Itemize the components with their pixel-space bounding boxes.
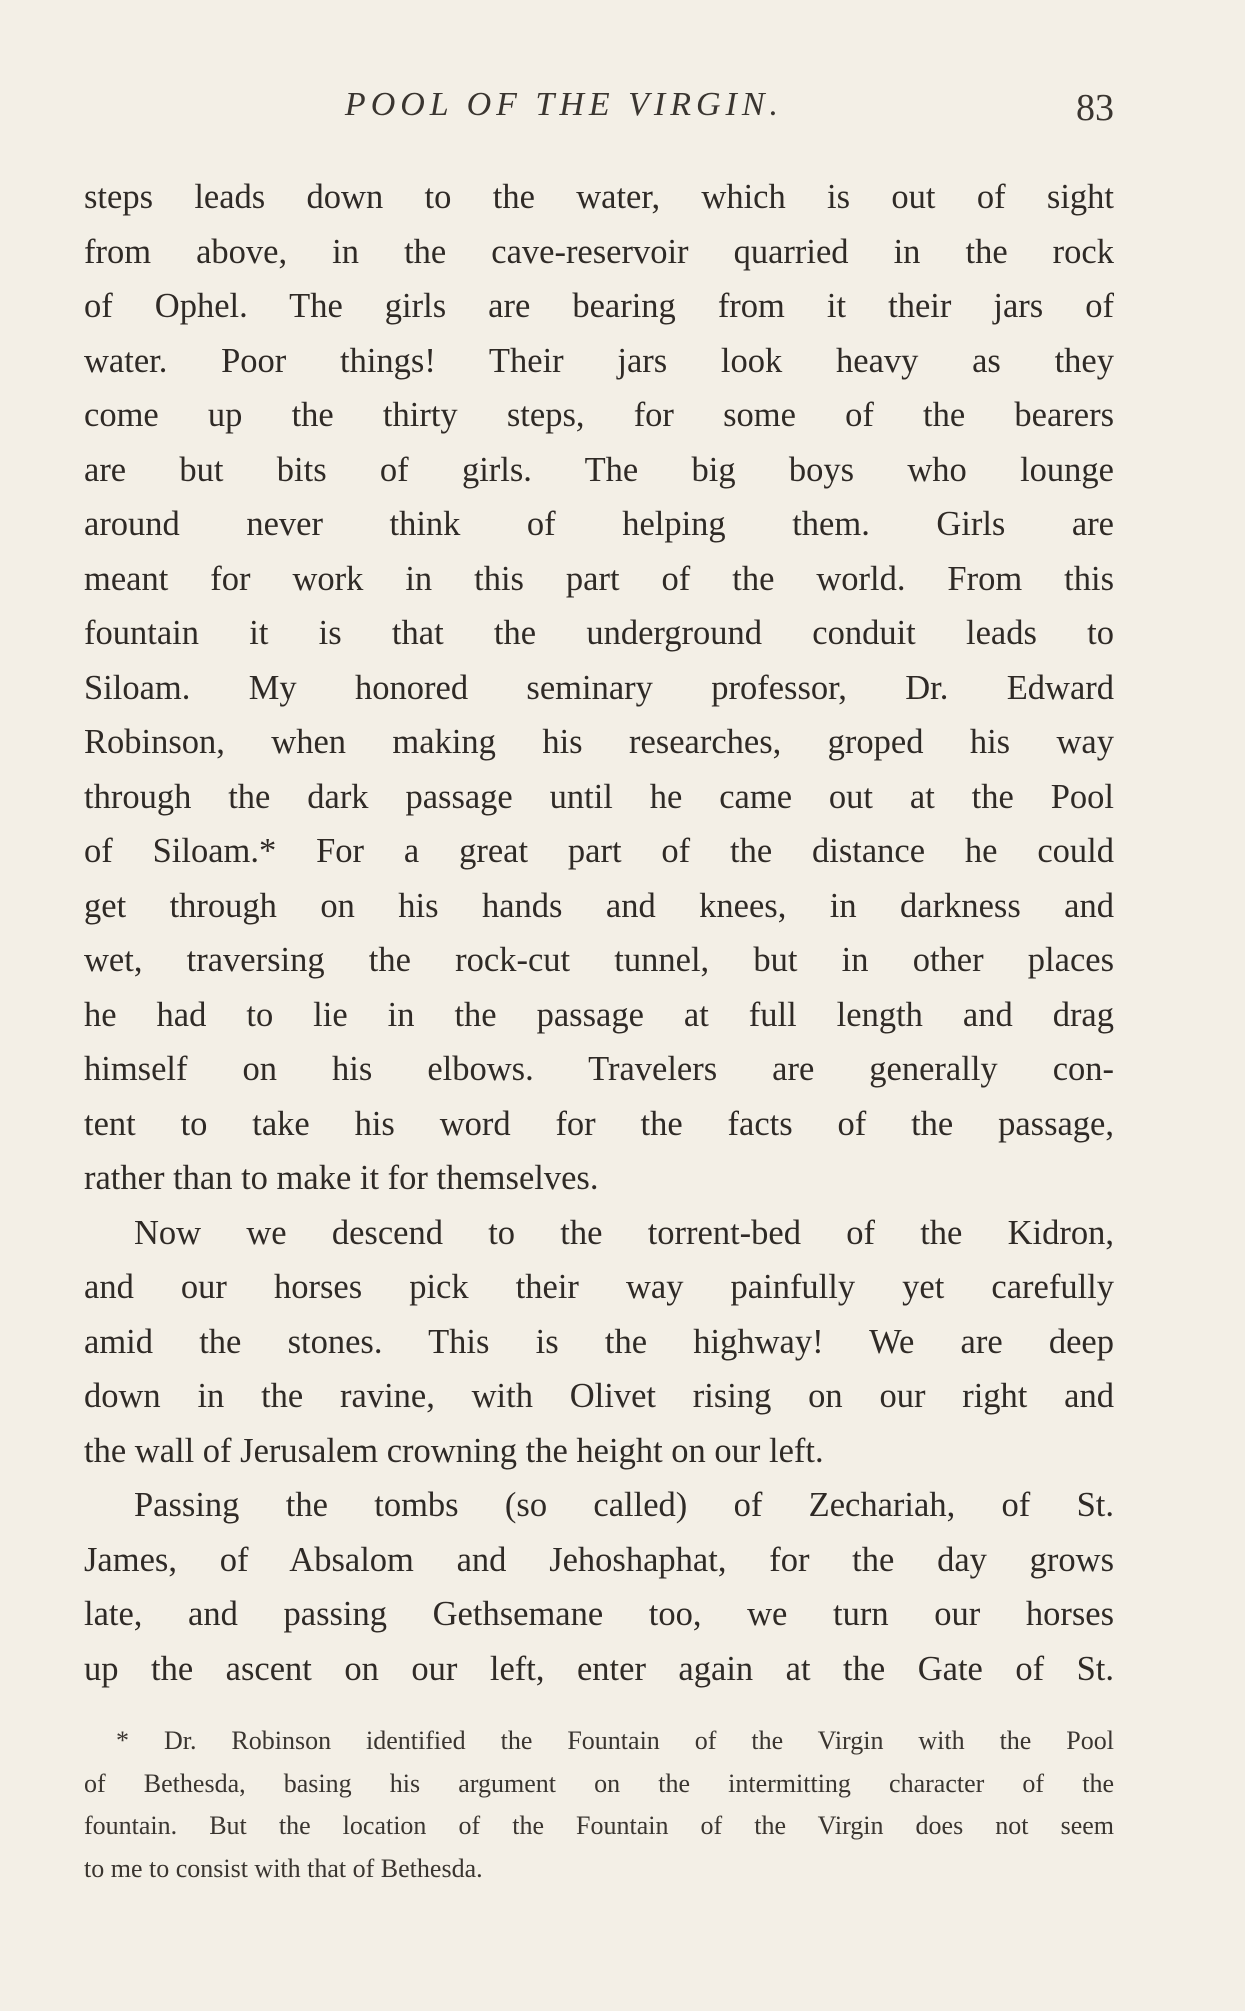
page-number: 83 <box>1076 87 1114 129</box>
body-line: down in the ravine, with Olivet rising on our right and <box>84 1377 1114 1415</box>
body-line: steps leads down to the water, which is out of sight <box>84 178 1114 216</box>
page-header <box>84 86 1114 138</box>
body-line: wet, traversing the rock-cut tunnel, but in other places <box>84 941 1114 979</box>
body-line: through the dark passage until he came out at the Pool <box>84 777 1114 816</box>
body-line: Passing the tombs (so called) of Zechariah, of St. <box>134 1486 1114 1524</box>
body-line: around never think of helping them. Girls are <box>84 505 1114 543</box>
body-line: rather than to make it for themselves. <box>84 1159 599 1197</box>
body-line: up the ascent on our left, enter again at the Gate of St. <box>84 1649 1114 1688</box>
body-line: the wall of Jerusalem crowning the height on our left. <box>84 1431 824 1470</box>
body-line: tent to take his word for the facts of the passage, <box>84 1104 1114 1143</box>
body-text <box>84 170 1114 1696</box>
body-line: from above, in the cave-reservoir quarried in the rock <box>84 232 1114 271</box>
footnote-line: fountain. But the location of the Fountain of the Virgin does not seem <box>84 1811 1114 1840</box>
body-line: of Siloam.* For a great part of the distance he could <box>84 832 1114 870</box>
body-line: Siloam. My honored seminary professor, Dr. Edward <box>84 668 1114 707</box>
body-line: himself on his elbows. Travelers are generally con- <box>84 1050 1114 1088</box>
body-line: of Ophel. The girls are bearing from it their jars of <box>84 287 1114 325</box>
body-line: late, and passing Gethsemane too, we turn our horses <box>84 1595 1114 1633</box>
body-line: fountain it is that the underground conduit leads to <box>84 614 1114 652</box>
running-head: POOL OF THE VIRGIN. <box>344 86 784 123</box>
body-line: are but bits of girls. The big boys who lounge <box>84 450 1114 489</box>
body-line: and our horses pick their way painfully yet carefully <box>84 1268 1114 1306</box>
body-line: James, of Absalom and Jehoshaphat, for the day grows <box>84 1540 1114 1579</box>
body-line: amid the stones. This is the highway! We are deep <box>84 1322 1114 1361</box>
body-line: come up the thirty steps, for some of the bearers <box>84 396 1114 434</box>
body-line: get through on his hands and knees, in darkness and <box>84 886 1114 925</box>
footnote-line: to me to consist with that of Bethesda. <box>84 1853 483 1883</box>
body-line: he had to lie in the passage at full length and drag <box>84 995 1114 1034</box>
body-line: Now we descend to the torrent-bed of the Kidron, <box>134 1213 1114 1252</box>
footnote <box>84 1720 1114 1890</box>
body-line: meant for work in this part of the world. From this <box>84 559 1114 598</box>
footnote-line: of Bethesda, basing his argument on the intermitting character of the <box>84 1768 1114 1798</box>
body-line: Robinson, when making his researches, groped his way <box>84 723 1114 761</box>
footnote-line: * Dr. Robinson identified the Fountain of the Virgin with the Pool <box>116 1726 1114 1755</box>
body-line: water. Poor things! Their jars look heavy as they <box>84 341 1114 380</box>
